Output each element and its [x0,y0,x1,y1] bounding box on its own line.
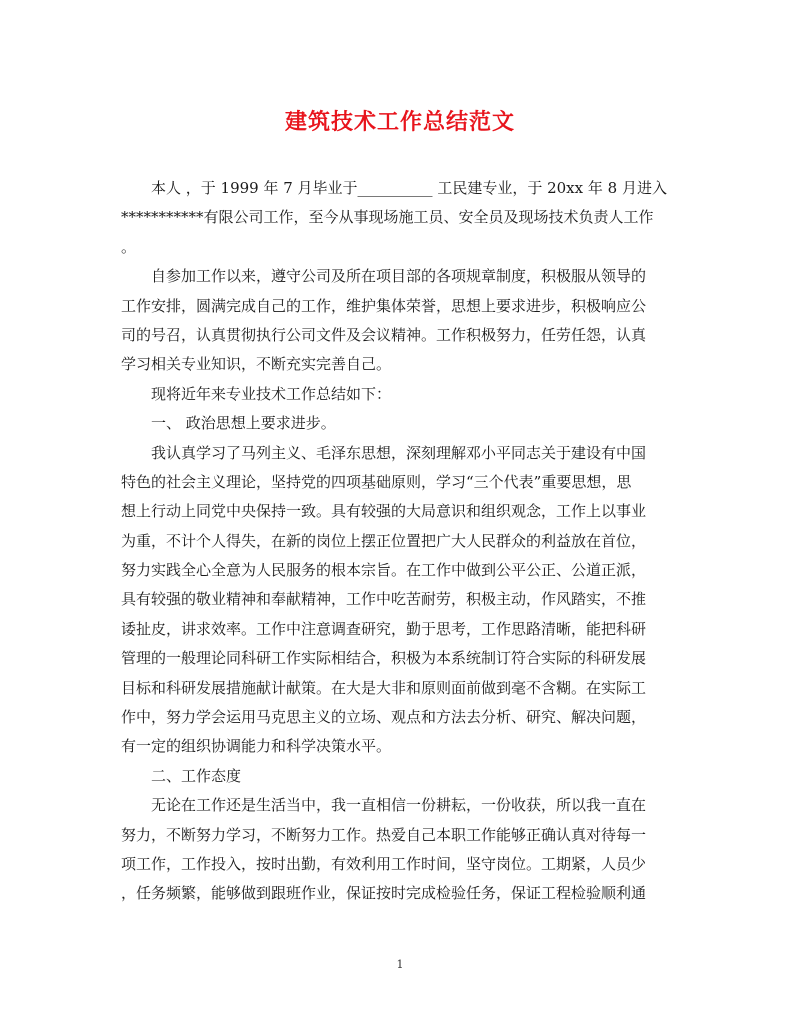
paragraph-line: ，任务频繁，能够做到跟班作业，保证按时完成检验任务，保证工程检验顺利通 [121,884,647,903]
paragraph-line: 项工作，工作投入，按时出勤，有效利用工作时间，坚守岗位。工期紧，人员少 [121,854,647,873]
paragraph-line: 具有较强的敬业精神和奉献精神，工作中吃苦耐劳，积极主动，作风踏实，不推 [121,590,647,609]
paragraph-line: 自参加工作以来，遵守公司及所在项目部的各项规章制度，积极服从领导的 [151,267,647,286]
paragraph-line: 想上行动上同党中央保持一致。具有较强的大局意识和组织观念，工作上以事业 [121,502,647,521]
paragraph-line: 为重，不计个人得失，在新的岗位上摆正位置把广大人民群众的利益放在首位， [121,531,647,550]
paragraph-line: 管理的一般理论同科研工作实际相结合，积极为本系统制订符合实际的科研发展 [121,649,647,668]
paragraph-line: 有一定的组织协调能力和科学决策水平。 [121,737,392,756]
paragraph-line: 工作安排，圆满完成自己的工作，维护集体荣誉，思想上要求进步，积极响应公 [121,296,647,315]
paragraph-line: ***********有限公司工作，至今从事现场施工员、安全员及现场技术负责人工作 [121,208,654,227]
section-heading: 一、 政治思想上要求进步。 [151,414,336,433]
paragraph-line: 。 [121,237,137,256]
paragraph-line: 特色的社会主义理论，坚持党的四项基础原则，学习“三个代表”重要思想，思 [121,472,632,491]
paragraph-line: 本人 ，于 1999 年 7 月毕业于__________ 工民建专业，于 20xx 年 8 月进入 [151,179,667,197]
paragraph-line: 诿扯皮，讲求效率。工作中注意调查研究，勤于思考，工作思路清晰，能把科研 [121,619,647,638]
document-body [121,174,681,909]
paragraph-line: 作中，努力学会运用马克思主义的立场、观点和方法去分析、研究、解决问题， [121,708,647,727]
document-title: 建筑技术工作总结范文 [284,109,515,135]
paragraph-line: 现将近年来专业技术工作总结如下： [151,384,392,403]
paragraph-line: 努力实践全心全意为人民服务的根本宗旨。在工作中做到公平公正、公道正派， [121,561,647,580]
paragraph-line: 学习相关专业知识，不断充实完善自己。 [121,355,392,374]
paragraph-line: 目标和科研发展措施献计献策。在大是大非和原则面前做到毫不含糊。在实际工 [121,678,647,697]
page-number: 1 [396,958,404,971]
paragraph-line: 司的号召，认真贯彻执行公司文件及会议精神。工作积极努力，任劳任怨，认真 [121,325,647,344]
section-heading: 二、工作态度 [151,766,242,785]
paragraph-line: 努力，不断努力学习，不断努力工作。热爱自己本职工作能够正确认真对待每一 [121,825,647,844]
paragraph-line: 无论在工作还是生活当中，我一直相信一份耕耘，一份收获，所以我一直在 [151,796,647,815]
paragraph-line: 我认真学习了马列主义、毛泽东思想，深刻理解邓小平同志关于建设有中国 [151,443,647,462]
